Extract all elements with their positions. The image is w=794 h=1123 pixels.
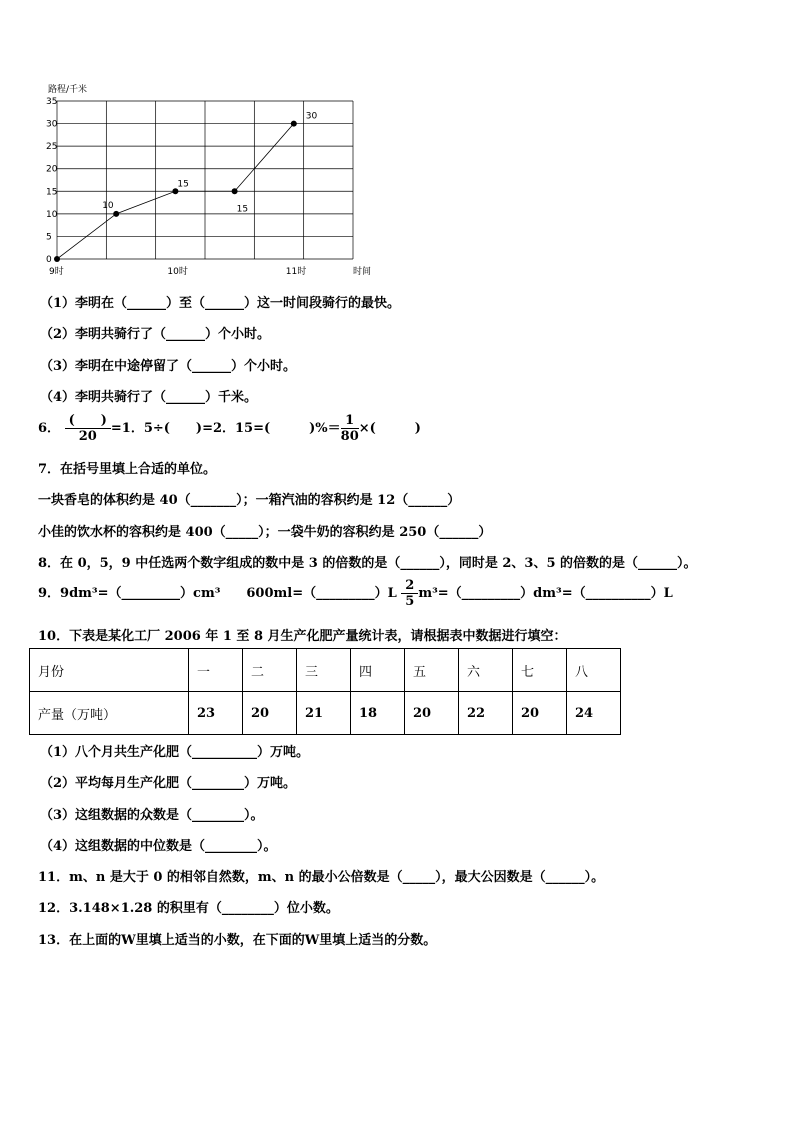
value-cell: 24	[567, 692, 621, 735]
value-cell: 21	[297, 692, 351, 735]
q6-fraction-2	[341, 413, 359, 444]
point-label: 15	[177, 179, 189, 190]
row-label-month: 月份	[30, 649, 189, 692]
data-point	[54, 256, 60, 262]
question-6	[38, 413, 421, 444]
data-point	[113, 211, 119, 217]
q6-middle: =1．5÷( )=2．15=( )%＝	[110, 421, 341, 436]
y-tick-labels	[46, 97, 58, 265]
y-axis-label: 路程/千米	[48, 85, 88, 95]
q9-fraction	[401, 578, 418, 609]
x-tick-labels	[49, 265, 306, 277]
q9-frac-denominator: 5	[405, 594, 415, 609]
point-label: 15	[236, 204, 249, 215]
q9-frac-numerator: 2	[401, 578, 418, 594]
point-label: 30	[305, 111, 318, 122]
y-tick-label: 15	[46, 187, 58, 198]
value-cell: 20	[243, 692, 297, 735]
x-tick-label: 9时	[49, 267, 64, 277]
table-row	[30, 649, 621, 692]
question-8: 8．在 0，5，9 中任选两个数字组成的数中是 3 的倍数的是（______），同时是 2、3、5 的倍数的是（______）。	[38, 556, 697, 571]
q5-part4: （4）李明共骑行了（______）千米。	[40, 390, 258, 405]
q5-part2: （2）李明共骑行了（______）个小时。	[40, 327, 271, 342]
month-cell: 二	[243, 649, 297, 692]
question-13: 13．在上面的W里填上适当的小数，在下面的W里填上适当的分数。	[38, 933, 437, 948]
value-cell: 23	[189, 692, 243, 735]
table-row	[30, 692, 621, 735]
x-axis-label: 时间	[353, 267, 372, 277]
row-label-output: 产量（万吨）	[30, 692, 189, 735]
y-tick-label: 10	[46, 209, 58, 220]
y-tick-label: 0	[46, 255, 52, 265]
q9-part1: 9．9dm³=（_________）cm³ 600ml=（_________）L	[38, 586, 397, 601]
q6-frac2-numerator: 1	[341, 413, 359, 429]
q6-frac1-numerator: ( )	[65, 413, 111, 429]
chart-grid	[57, 101, 353, 259]
q10-part4: （4）这组数据的中位数是（________）。	[40, 839, 277, 854]
month-cell: 四	[351, 649, 405, 692]
value-cell: 18	[351, 692, 405, 735]
value-cell: 20	[405, 692, 459, 735]
data-point	[291, 121, 297, 127]
month-cell: 六	[459, 649, 513, 692]
q6-prefix: 6．	[38, 421, 61, 436]
month-cell: 八	[567, 649, 621, 692]
question-12: 12．3.148×1.28 的积里有（________）位小数。	[38, 901, 339, 916]
q6-frac1-denominator: 20	[78, 429, 97, 444]
month-cell: 七	[513, 649, 567, 692]
data-point	[232, 188, 238, 194]
q10-part3: （3）这组数据的众数是（________）。	[40, 808, 264, 823]
q7-line2: 小佳的饮水杯的容积约是 400（_____）；一袋牛奶的容积约是 250（______）	[38, 525, 492, 540]
y-tick-label: 35	[46, 97, 58, 107]
q7-title: 7．在括号里填上合适的单位。	[38, 462, 217, 477]
month-cell: 五	[405, 649, 459, 692]
distance-time-chart	[30, 78, 390, 283]
q5-part3: （3）李明在中途停留了（______）个小时。	[40, 359, 297, 374]
q9-part2: m³=（_________）dm³=（__________）L	[418, 586, 673, 601]
y-tick-label: 5	[46, 232, 52, 243]
month-cell: 一	[189, 649, 243, 692]
question-9	[38, 578, 673, 609]
q7-line1: 一块香皂的体积约是 40（_______）；一箱汽油的容积约是 12（______）	[38, 493, 461, 508]
x-tick-label: 11时	[285, 267, 307, 277]
q5-part1: （1）李明在（______）至（______）这一时间段骑行的最快。	[40, 296, 401, 311]
y-tick-label: 30	[46, 119, 58, 130]
y-tick-label: 20	[46, 164, 58, 175]
question-11: 11．m、n 是大于 0 的相邻自然数，m、n 的最小公倍数是（_____），最大公因数是（______）。	[38, 870, 605, 885]
production-table	[29, 648, 621, 735]
x-tick-label: 10时	[167, 267, 188, 277]
point-labels	[102, 112, 317, 215]
q10-title: 10．下表是某化工厂 2006 年 1 至 8 月生产化肥产量统计表，请根据表中数据进行填空：	[38, 629, 567, 644]
month-cell: 三	[297, 649, 351, 692]
q6-fraction-1	[65, 413, 111, 444]
value-cell: 22	[459, 692, 513, 735]
q6-frac2-denominator: 80	[340, 429, 359, 444]
q6-suffix: ×( )	[358, 421, 421, 436]
point-label: 10	[102, 200, 114, 211]
q10-part2: （2）平均每月生产化肥（________）万吨。	[40, 776, 297, 791]
y-tick-label: 25	[46, 142, 58, 153]
value-cell: 20	[513, 692, 567, 735]
q10-part1: （1）八个月共生产化肥（__________）万吨。	[40, 745, 310, 760]
